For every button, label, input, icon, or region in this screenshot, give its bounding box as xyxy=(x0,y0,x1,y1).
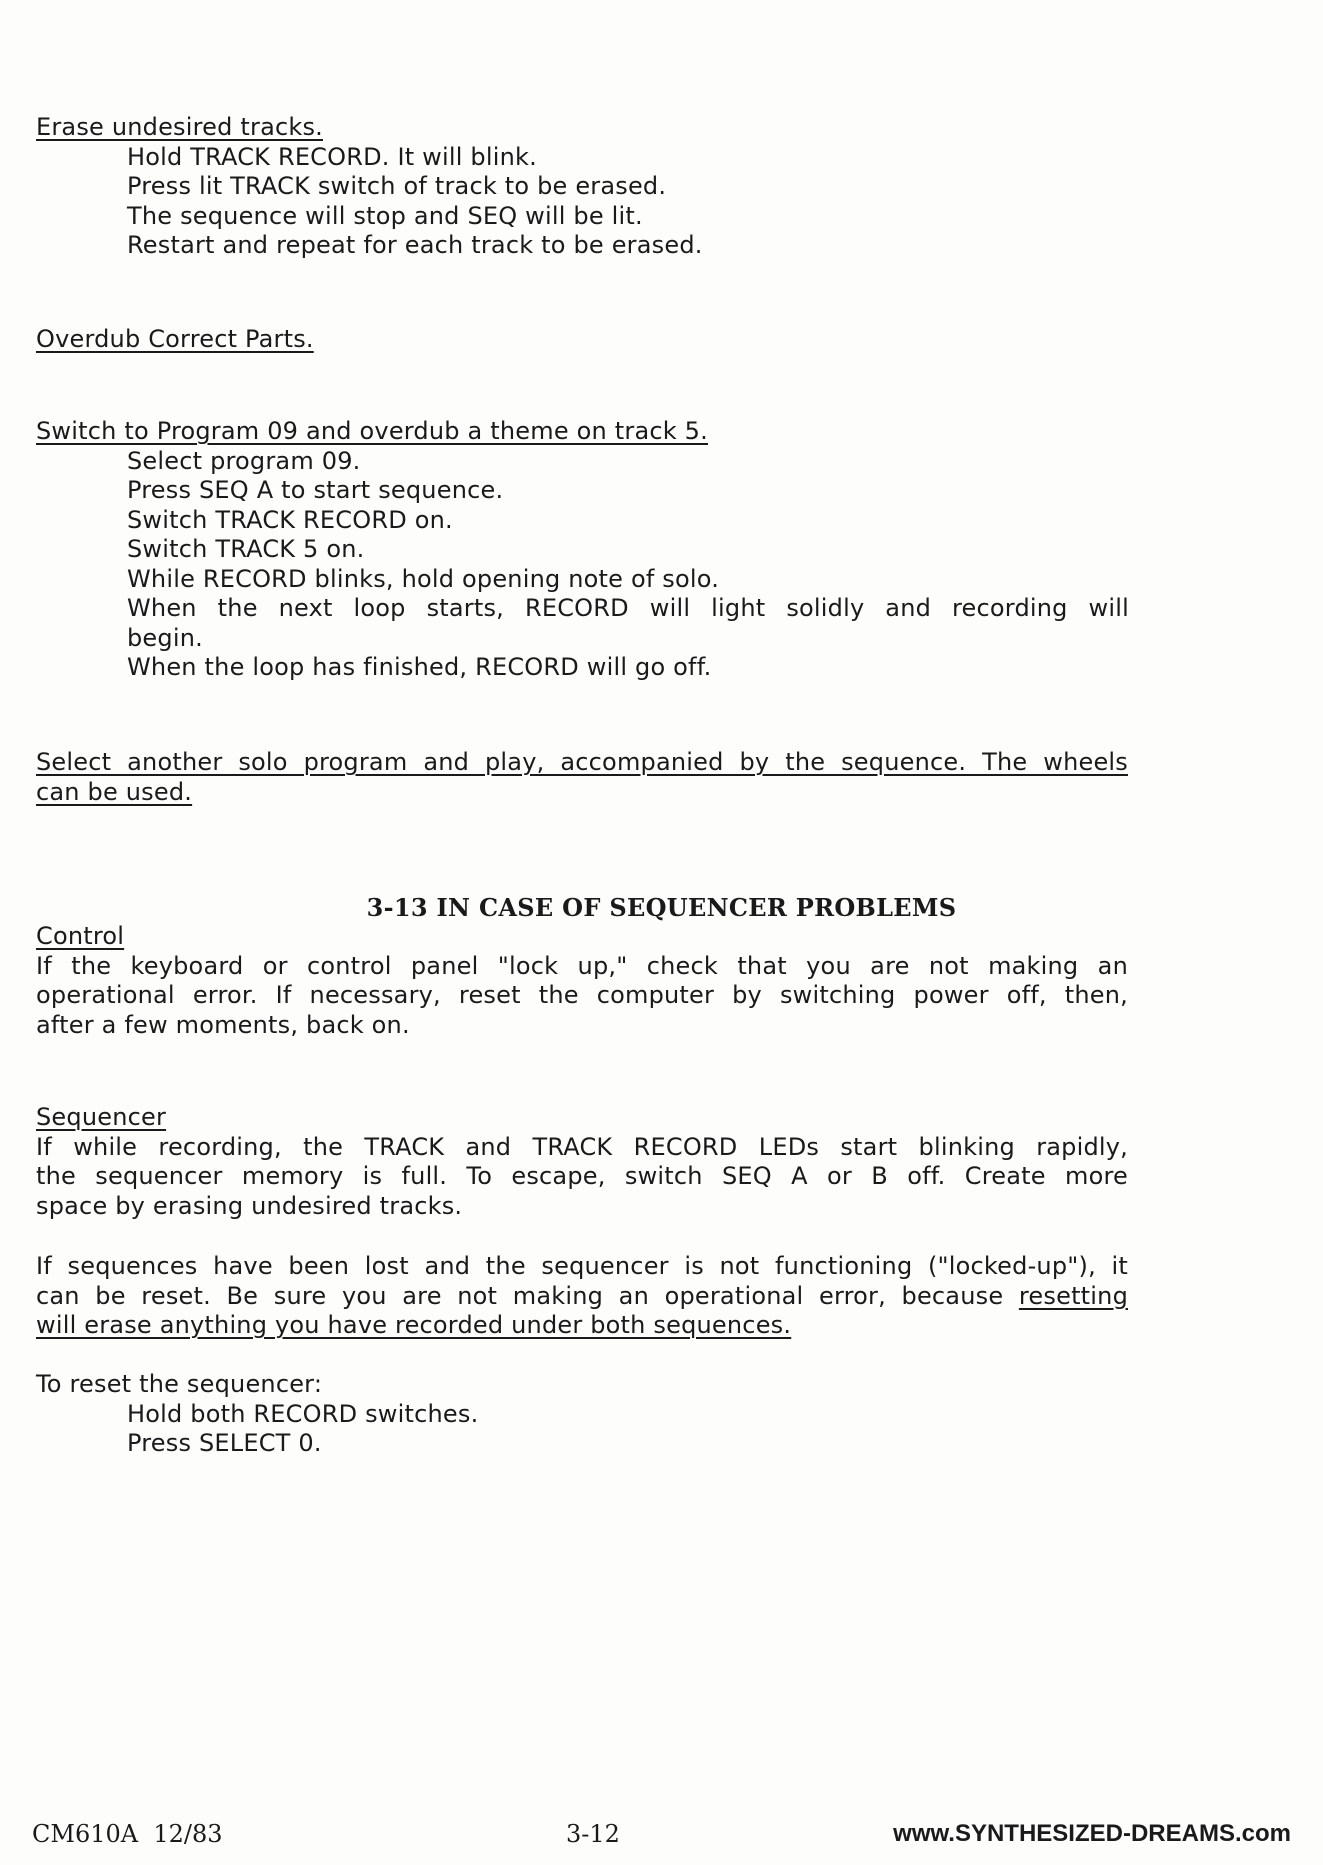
select-solo-line-2: can be used. xyxy=(36,777,193,806)
erase-step-3: The sequence will stop and SEQ will be lit. xyxy=(127,201,643,230)
erase-step-2: Press lit TRACK switch of track to be erased. xyxy=(127,172,667,200)
overdub-correct-section xyxy=(36,325,1128,355)
reset-section xyxy=(36,1370,1128,1459)
footer-page-number: 3-12 xyxy=(566,1820,620,1848)
control-section xyxy=(36,922,1128,1040)
lost-line-1: If sequences have been lost and the sequencer is not functioning ("locked-up"), it xyxy=(36,1252,1128,1280)
erase-title: Erase undesired tracks. xyxy=(36,113,324,141)
control-line-2: operational error. If necessary, reset the computer by switching power off, then, xyxy=(36,981,1128,1009)
lost-line-2-underlined: resetting xyxy=(1018,1281,1128,1310)
sequencer-line-3: space by erasing undesired tracks. xyxy=(36,1191,463,1220)
control-line-1: If the keyboard or control panel "lock up," check that you are not making an xyxy=(36,951,1128,980)
erase-step-4: Restart and repeat for each track to be erased. xyxy=(127,231,703,259)
control-title: Control xyxy=(36,922,125,950)
erase-section xyxy=(36,113,1128,261)
footer-website: www.SYNTHESIZED-DREAMS.com xyxy=(893,1820,1291,1847)
program09-step-5: While RECORD blinks, hold opening note of solo. xyxy=(127,564,720,593)
program09-step-7: When the loop has finished, RECORD will go off. xyxy=(127,653,712,681)
erase-step-1: Hold TRACK RECORD. It will blink. xyxy=(127,142,537,171)
sequencer-line-1: If while recording, the TRACK and TRACK RECORD LEDs start blinking rapidly, xyxy=(36,1132,1128,1161)
lost-line-3: will erase anything you have recorded under both sequences. xyxy=(36,1311,792,1339)
overdub-correct-title: Overdub Correct Parts. xyxy=(36,325,314,353)
lost-line-2-text: can be reset. Be sure you are not making an operational error, because xyxy=(36,1281,1019,1310)
select-solo-line-1: Select another solo program and play, accompanied by the sequence. The wheels xyxy=(36,748,1128,776)
select-solo-section xyxy=(36,748,1128,807)
program09-step-6: When the next loop starts, RECORD will light solidly and recording will xyxy=(127,594,1129,622)
sequencer-line-2: the sequencer memory is full. To escape, switch SEQ A or B off. Create more xyxy=(36,1162,1128,1190)
reset-step-1: Hold both RECORD switches. xyxy=(127,1399,479,1428)
lost-line-2 xyxy=(36,1282,1128,1312)
section-heading: 3-13 IN CASE OF SEQUENCER PROBLEMS xyxy=(366,893,957,922)
program09-step-4: Switch TRACK 5 on. xyxy=(127,535,365,563)
program09-step-2: Press SEQ A to start sequence. xyxy=(127,476,504,504)
program09-step-6-wrap xyxy=(36,594,1129,624)
control-line-3: after a few moments, back on. xyxy=(36,1010,410,1039)
program09-step-6-cont: begin. xyxy=(127,623,203,652)
sequencer-title: Sequencer xyxy=(36,1103,167,1131)
program09-section xyxy=(36,417,1128,683)
reset-intro: To reset the sequencer: xyxy=(36,1370,323,1398)
program09-step-3: Switch TRACK RECORD on. xyxy=(127,505,453,534)
program09-step-1: Select program 09. xyxy=(127,446,361,475)
reset-step-2: Press SELECT 0. xyxy=(127,1429,322,1457)
sequencer-section xyxy=(36,1103,1128,1221)
program09-title: Switch to Program 09 and overdub a theme on track 5. xyxy=(36,417,708,445)
lost-section xyxy=(36,1252,1128,1341)
footer-doc-id: CM610A 12/83 xyxy=(32,1820,223,1848)
